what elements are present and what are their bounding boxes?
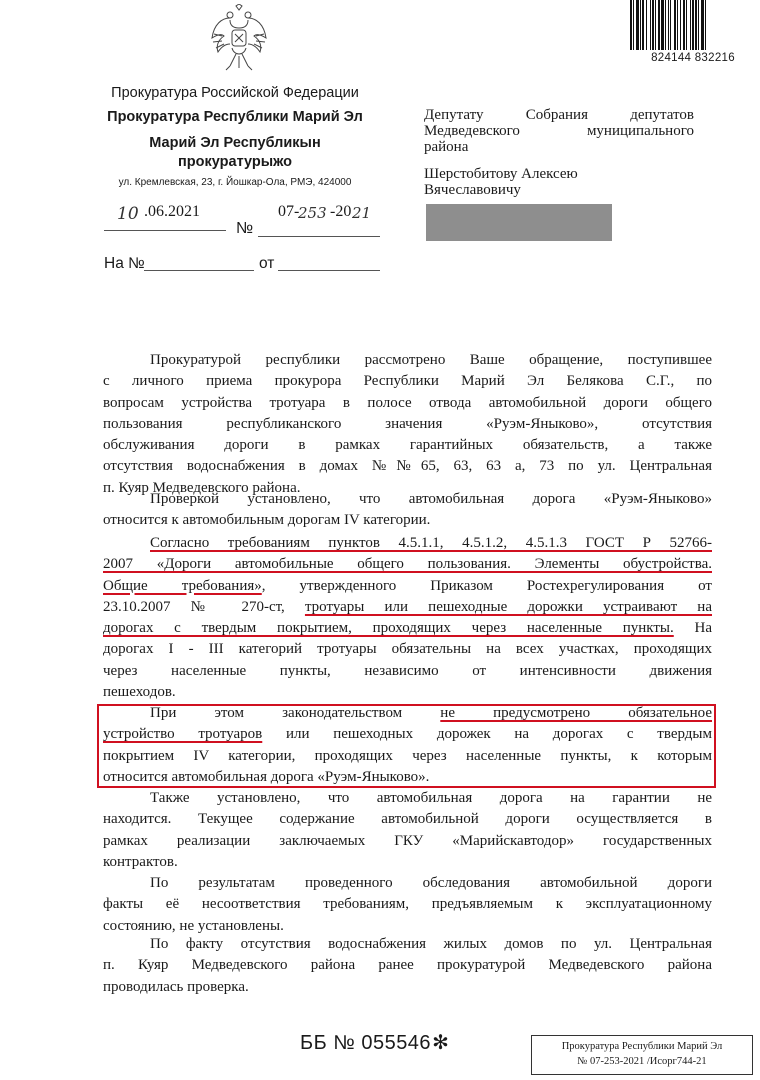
text-line: рамках реализации заключаемых ГКУ «Марийскавтодор» государственных <box>103 832 712 849</box>
text-line <box>103 554 712 575</box>
series-text: ББ № 055546 <box>300 1032 432 1054</box>
highlighted-text: Общие требования» <box>103 577 262 594</box>
coat-of-arms-emblem-icon <box>208 4 270 72</box>
recipient-line-3: района <box>424 139 469 155</box>
org-address: ул. Кремлевская, 23, г. Йошкар-Ола, РМЭ, 424000 <box>118 177 352 188</box>
text-line <box>103 576 712 597</box>
text-line: с личного приема прокурора Республики Марий Эл Белякова С.Г., по <box>103 373 712 390</box>
highlighted-text: Согласно требованиям пунктов 4.5.1.1, 4.5.1.2, 4.5.1.3 ГОСТ Р 52766- <box>150 535 712 551</box>
date-underline <box>104 230 226 231</box>
text-line: По факту отсутствия водоснабжения жилых домов по ул. Центральная <box>150 936 712 952</box>
recipient-word: Медведевского <box>424 123 520 139</box>
star-icon: ✻ <box>432 1032 450 1054</box>
form-series-number <box>300 1030 449 1055</box>
text-line <box>103 597 712 618</box>
stamp-line-1: Прокуратура Республики Марий Эл <box>561 1041 723 1052</box>
text-line: пользования республиканского значения «Руэм-Яныково», отсутствия <box>103 415 712 432</box>
paragraph-water-supply <box>103 934 712 998</box>
highlighted-text: не предусмотрено обязательное <box>440 705 712 721</box>
recipient-word: Депутату <box>424 107 484 123</box>
text-line: пешеходов. <box>103 684 176 701</box>
text-line: состоянию, не установлены. <box>103 917 284 934</box>
text-line: п. Куяр Медведевского района. <box>103 479 301 496</box>
text-line: вопросам устройства тротуара в полосе отвода автомобильной дороги общего <box>103 394 712 411</box>
text-line: Также установлено, что автомобильная дорога на гарантии не <box>150 790 712 806</box>
paragraph-inspection-results <box>103 873 712 937</box>
recipient-name <box>424 166 578 198</box>
recipient-word: депутатов <box>630 107 694 123</box>
text-line: через населенные пункты, независимо от интенсивности движения <box>103 662 712 679</box>
reference-label: На № <box>104 255 145 272</box>
highlighted-text: устройство тротуаров <box>103 726 263 743</box>
date-day-handwritten: 10 <box>117 204 139 224</box>
barcode-number: 824144 832216 <box>651 52 735 64</box>
plain-text: На <box>673 620 712 637</box>
text-line: Прокуратурой республики рассмотрено Ваше обращение, поступившее <box>150 352 712 368</box>
barcode-icon <box>628 0 756 52</box>
org-name-republic: Прокуратура Республики Марий Эл <box>107 109 363 125</box>
recipient-line-1 <box>424 107 694 123</box>
text-line: По результатам проведенного обследования автомобильной дороги <box>150 875 712 891</box>
reg-number-handwritten: 253 <box>298 204 327 222</box>
redacted-address-block <box>426 204 612 241</box>
highlighted-text: дорогах с твердым покрытием, проходящих через населенные пункты. <box>103 620 674 637</box>
text-line: факты её несоответствия требованиям, предъявляемым к эксплуатационному <box>103 896 712 913</box>
plain-text: , утвержденного Приказом Ростехрегулирования от <box>261 577 712 594</box>
text-line: контрактов. <box>103 853 178 870</box>
org-name-federal: Прокуратура Российской Федерации <box>111 85 359 101</box>
paragraph-road-category <box>103 489 712 532</box>
text-line: отсутствия водоснабжения в домах №№65, 63, 63 а, 73 по ул. Центральная <box>103 458 712 475</box>
text-line: покрытием IV категории, проходящих через населенные пункты, к которым <box>103 747 712 764</box>
reg-number-suffix: -20 <box>330 203 352 220</box>
recipient-name-line-1: Шерстобитову Алексею <box>424 166 578 182</box>
text-line <box>103 703 712 724</box>
paragraph-appeal <box>103 350 712 499</box>
plain-text: 23.10.2007 № 270-ст, <box>103 598 305 615</box>
paragraph-warranty <box>103 788 712 873</box>
reference-from-label: от <box>259 255 275 272</box>
recipient-block <box>424 107 694 155</box>
paragraph-gost-requirements <box>103 533 712 703</box>
recipient-word: Собрания <box>525 107 588 123</box>
text-line: обслуживания дороги в рамках гарантийных обязательств, а также <box>103 437 712 454</box>
paragraph-no-mandatory-sidewalk <box>103 703 712 788</box>
number-underline <box>258 236 380 237</box>
highlighted-text: тротуары или пешеходные дорожки устраивают на <box>304 598 712 615</box>
org-name-mari: Марий Эл Республикын прокуратурыжо <box>149 135 321 170</box>
text-line: относится автомобильная дорога «Руэм-Яныково». <box>103 768 430 785</box>
text-line: Проверкой установлено, что автомобильная дорога «Руэм-Яныково» <box>150 491 712 507</box>
text-line <box>103 724 712 745</box>
reg-year-handwritten: 21 <box>352 204 372 222</box>
text-line: дорогах I - III категорий тротуары обязательны на всех участках, проходящих <box>103 641 712 658</box>
recipient-name-line-2: Вячеславовичу <box>424 182 521 198</box>
text-line: п. Куяр Медведевского района ранее прокуратурой Медведевского района <box>103 957 712 974</box>
text-line: относится к автомобильным дорогам IV категории. <box>103 512 431 529</box>
text-line <box>103 533 712 554</box>
number-label: № <box>236 220 254 237</box>
text-line <box>103 618 712 639</box>
reference-underline <box>144 270 254 271</box>
highlighted-text: 2007 «Дороги автомобильные общего пользования. Элементы обустройства. <box>103 556 712 573</box>
plain-text: или пешеходных дорожек на дорогах с твердым <box>262 726 712 743</box>
stamp-line-2: № 07-253-2021 /Исорг744-21 <box>577 1056 707 1067</box>
reg-number-prefix: 07- <box>278 203 300 220</box>
date-month-year: .06.2021 <box>144 203 200 220</box>
registration-stamp <box>531 1035 753 1075</box>
recipient-line-2 <box>424 123 694 139</box>
recipient-word: муниципального <box>586 123 694 139</box>
text-line: проводилась проверка. <box>103 978 249 995</box>
reference-date-underline <box>278 270 380 271</box>
plain-text: При этом законодательством <box>150 705 441 721</box>
text-line: находится. Текущее содержание автомобильной дороги осуществляется в <box>103 811 712 828</box>
